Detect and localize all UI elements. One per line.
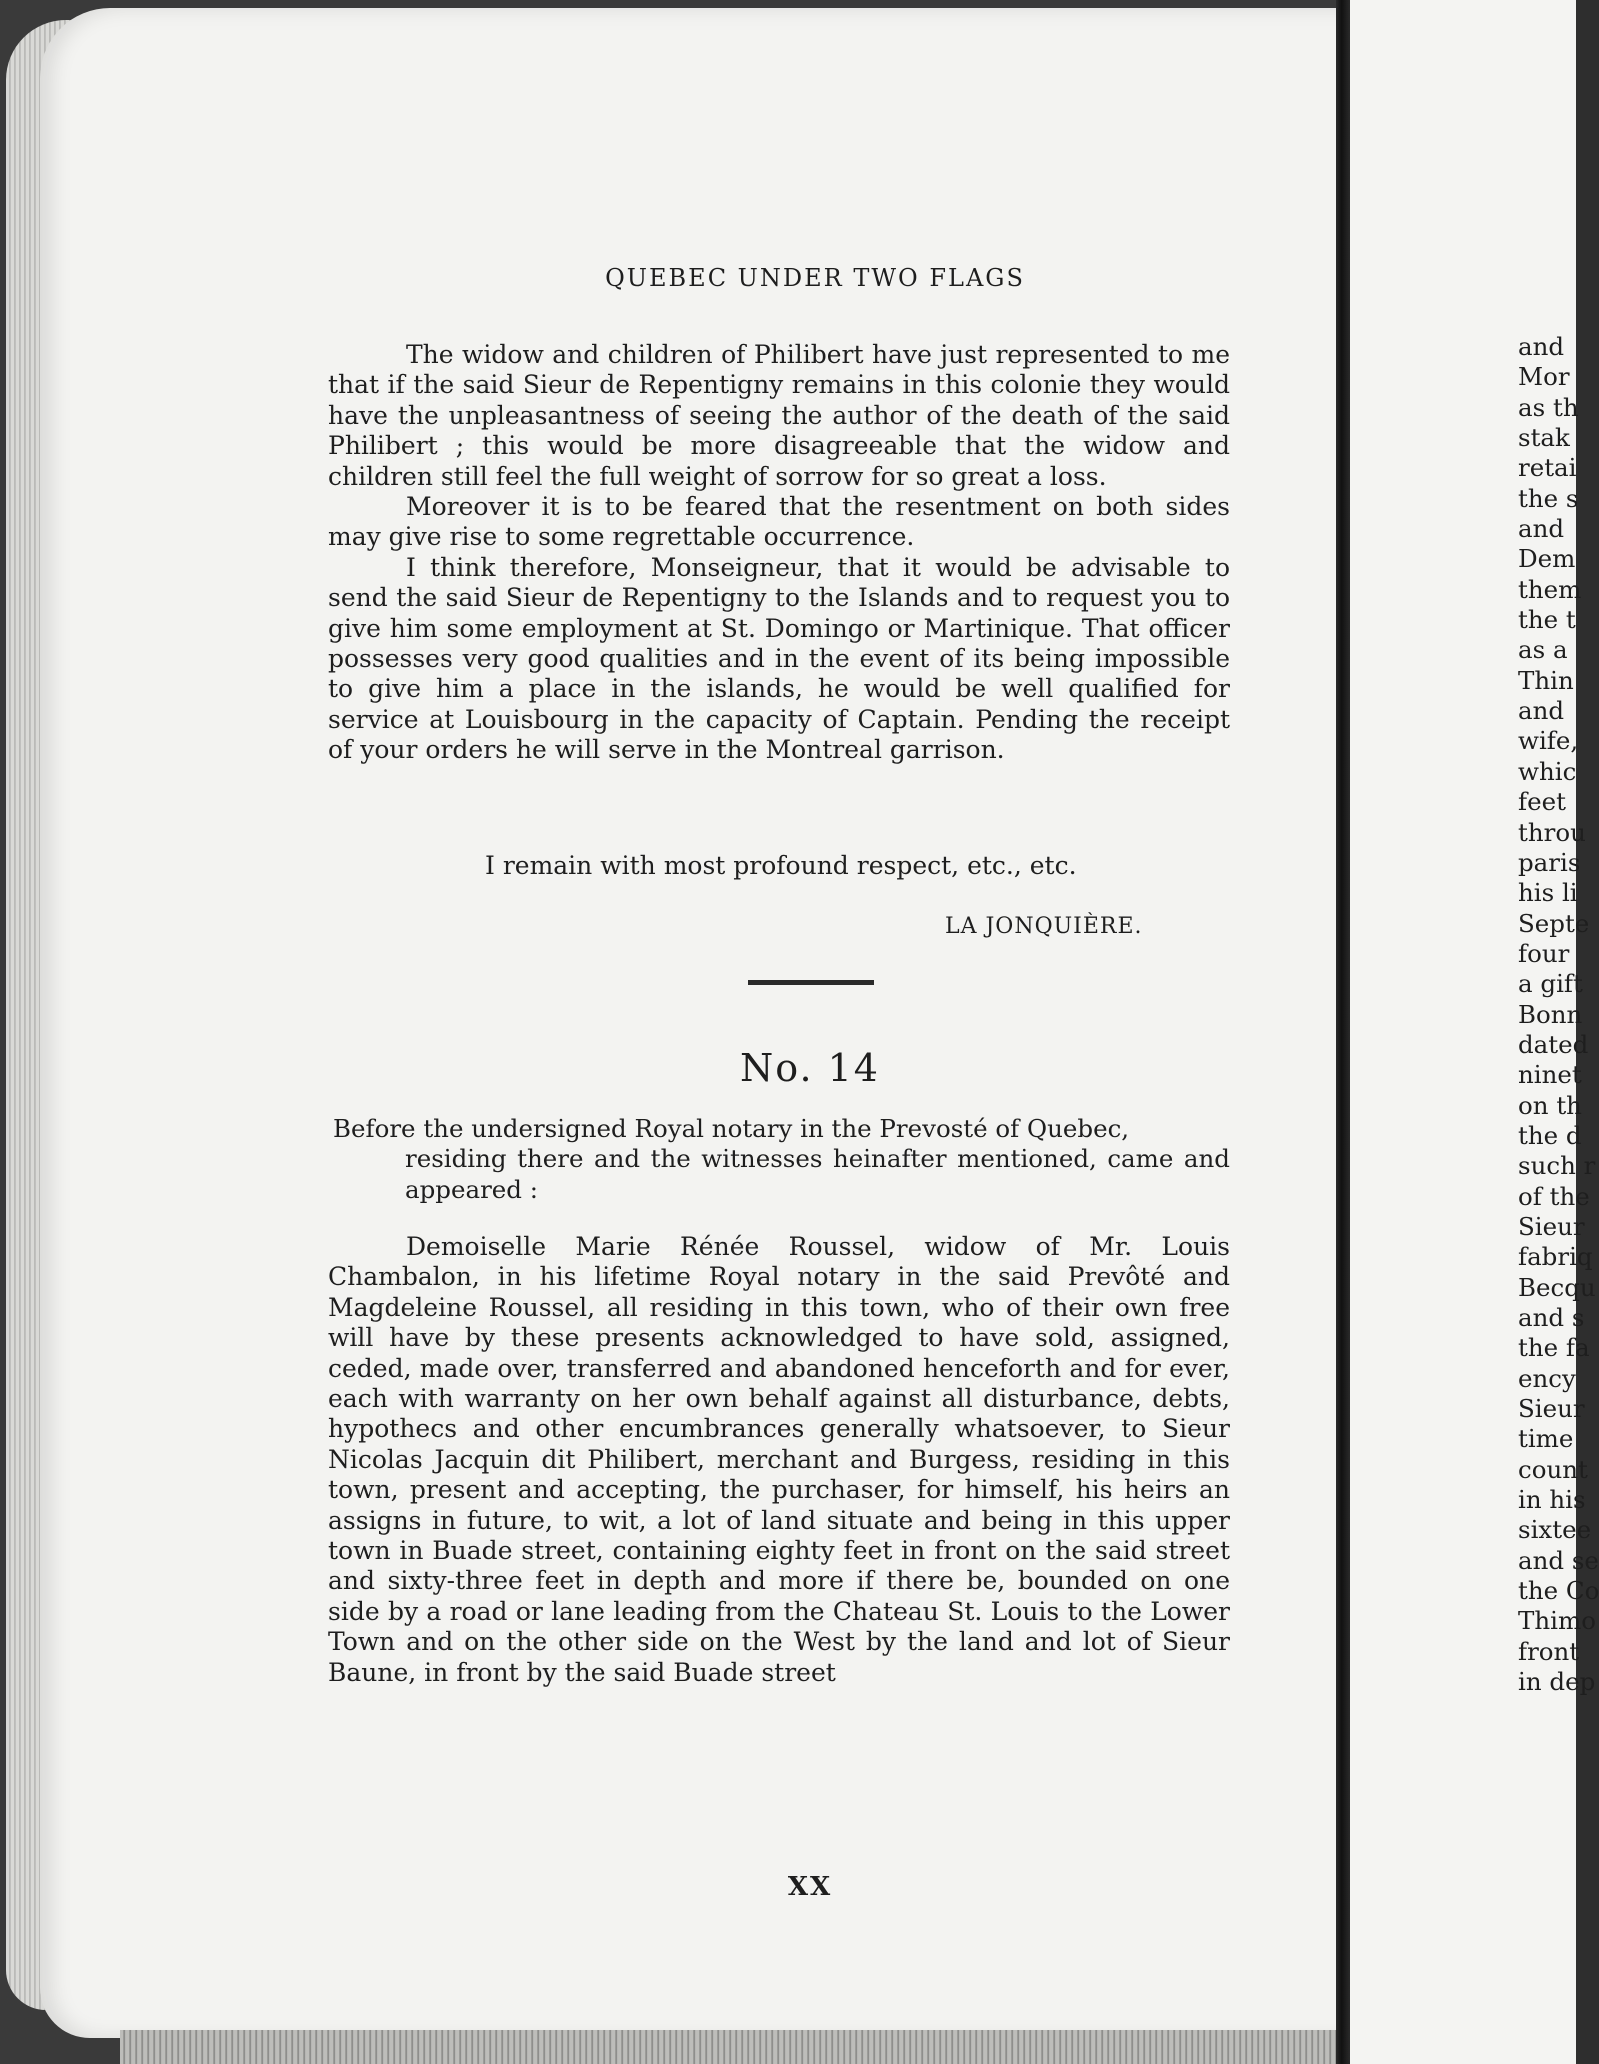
right-page-line: Bonn <box>1518 999 1583 1029</box>
right-page-line: Mor <box>1518 362 1570 392</box>
signature: LA JONQUIÈRE. <box>945 914 1143 939</box>
right-page-line: and se <box>1518 1545 1599 1575</box>
letter-paragraph: The widow and children of Philibert have just represented to me that if the said Sieur de Repentigny remains in this colonie they would have the unpleasantness of seeing the author of the death of the said Philibert ; this would be more disagreeable that the widow and children still feel the full weight of sorrow for so great a loss. <box>328 340 1230 491</box>
right-page-line: ninet <box>1518 1060 1582 1090</box>
deed-paragraph: Demoiselle Marie Rénée Roussel, widow of Mr. Louis Chambalon, in his lifetime Royal notary in the said Prevôté and Magdeleine Roussel, all residing in this town, who of their own free will have by these presents acknowledged to have sold, assigned, ceded, made over, transferred and abandoned henceforth and for ever, each with warranty on her own behalf against all disturbance, debts, hypothecs and other encumbrances generally whatsoever, to Sieur Nicolas Jacquin dit Philibert, merchant and Burgess, residing in this town, present and accepting, the purchaser, for himself, his heirs an assigns in future, to wit, a lot of land situate and being in this upper town in Buade street, containing eighty feet in front on the said street and sixty-three feet in depth and more if there be, bounded on one side by a road or lane leading from the Chateau St. Louis to the Lower Town and on the other side on the West by the land and lot of Sieur Baune, in front by the said Buade street <box>328 1232 1230 1687</box>
right-page-line: and <box>1518 332 1565 361</box>
right-page-line: them <box>1518 574 1582 604</box>
right-page-line: whic <box>1518 756 1577 786</box>
right-page-line: his li <box>1518 878 1578 908</box>
deed-body <box>328 1232 1230 1688</box>
right-page-line: dated <box>1518 1029 1589 1059</box>
section-divider <box>748 980 874 985</box>
right-page-line: a gift <box>1518 969 1583 999</box>
right-page-line: time <box>1518 1424 1574 1454</box>
right-page-line: four <box>1518 938 1570 968</box>
right-page-text <box>1518 332 1599 1697</box>
bottom-page-edges <box>120 2030 1350 2064</box>
right-page-line: Thimo <box>1518 1606 1596 1636</box>
right-page-line: in dep <box>1518 1667 1596 1697</box>
right-page-line: sixtee <box>1518 1515 1592 1545</box>
right-page-line: fabriq <box>1518 1242 1593 1272</box>
right-page-line: count <box>1518 1454 1588 1484</box>
right-page-line: Septe <box>1518 908 1590 938</box>
right-page-line: as th <box>1518 392 1579 422</box>
right-page-line: and <box>1518 696 1565 726</box>
right-page-line: Becqu <box>1518 1272 1596 1302</box>
right-page-line: Thin <box>1518 665 1574 695</box>
running-head: QUEBEC UNDER TWO FLAGS <box>605 264 1025 292</box>
document-number: No. 14 <box>740 1046 880 1090</box>
letter-body <box>328 340 1230 766</box>
right-page-line: the t <box>1518 605 1576 635</box>
left-page <box>40 8 1360 2038</box>
right-page-line: feet <box>1518 787 1566 817</box>
right-page-line: the Co <box>1518 1576 1599 1606</box>
right-page-line: in his <box>1518 1485 1586 1515</box>
right-page-line: the s <box>1518 483 1579 513</box>
right-page-line: the fa <box>1518 1333 1590 1363</box>
right-page-line: Dem <box>1518 544 1576 574</box>
right-page-line: throu <box>1518 817 1586 847</box>
letter-closing: I remain with most profound respect, etc., etc. <box>485 851 1077 880</box>
preamble-first-line: Before the undersigned Royal notary in the Prevosté of Quebec, <box>333 1114 1130 1143</box>
right-page-line: and s <box>1518 1303 1585 1332</box>
right-page-line: on th <box>1518 1090 1582 1120</box>
book-gutter <box>1336 0 1350 2064</box>
right-page-line: such r <box>1518 1151 1596 1181</box>
right-page-line: wife, <box>1518 726 1579 756</box>
page-folio: XX <box>787 1872 833 1902</box>
right-page-line: front <box>1518 1636 1580 1666</box>
right-page-line: ency <box>1518 1363 1576 1393</box>
right-page-line: and <box>1518 514 1565 544</box>
right-page-line: Sieur <box>1518 1211 1585 1241</box>
right-page-line: of the <box>1518 1181 1590 1211</box>
right-page-line: stak <box>1518 423 1570 453</box>
letter-paragraph: I think therefore, Monseigneur, that it would be advisable to send the said Sieur de Repentigny to the Islands and to request you to give him some employment at St. Domingo or Martinique. That officer possesses very good qualities and in the event of its being impossible to give him a place in the islands, he would be well qualified for service at Louisbourg in the capacity of Captain. Pending the receipt of your orders he will serve in the Montreal garrison. <box>328 552 1230 765</box>
right-page-line: Sieur <box>1518 1394 1585 1424</box>
right-page-line: retai <box>1518 453 1577 483</box>
preamble-continuation: residing there and the witnesses heinafter mentioned, came and appeared : <box>405 1144 1230 1204</box>
deed-preamble <box>333 1114 1230 1205</box>
right-page-line: paris <box>1518 847 1581 877</box>
right-page-line: the d <box>1518 1120 1582 1150</box>
letter-paragraph: Moreover it is to be feared that the resentment on both sides may give rise to some regrettable occurrence. <box>328 492 1230 552</box>
right-page-line: as a <box>1518 635 1568 665</box>
